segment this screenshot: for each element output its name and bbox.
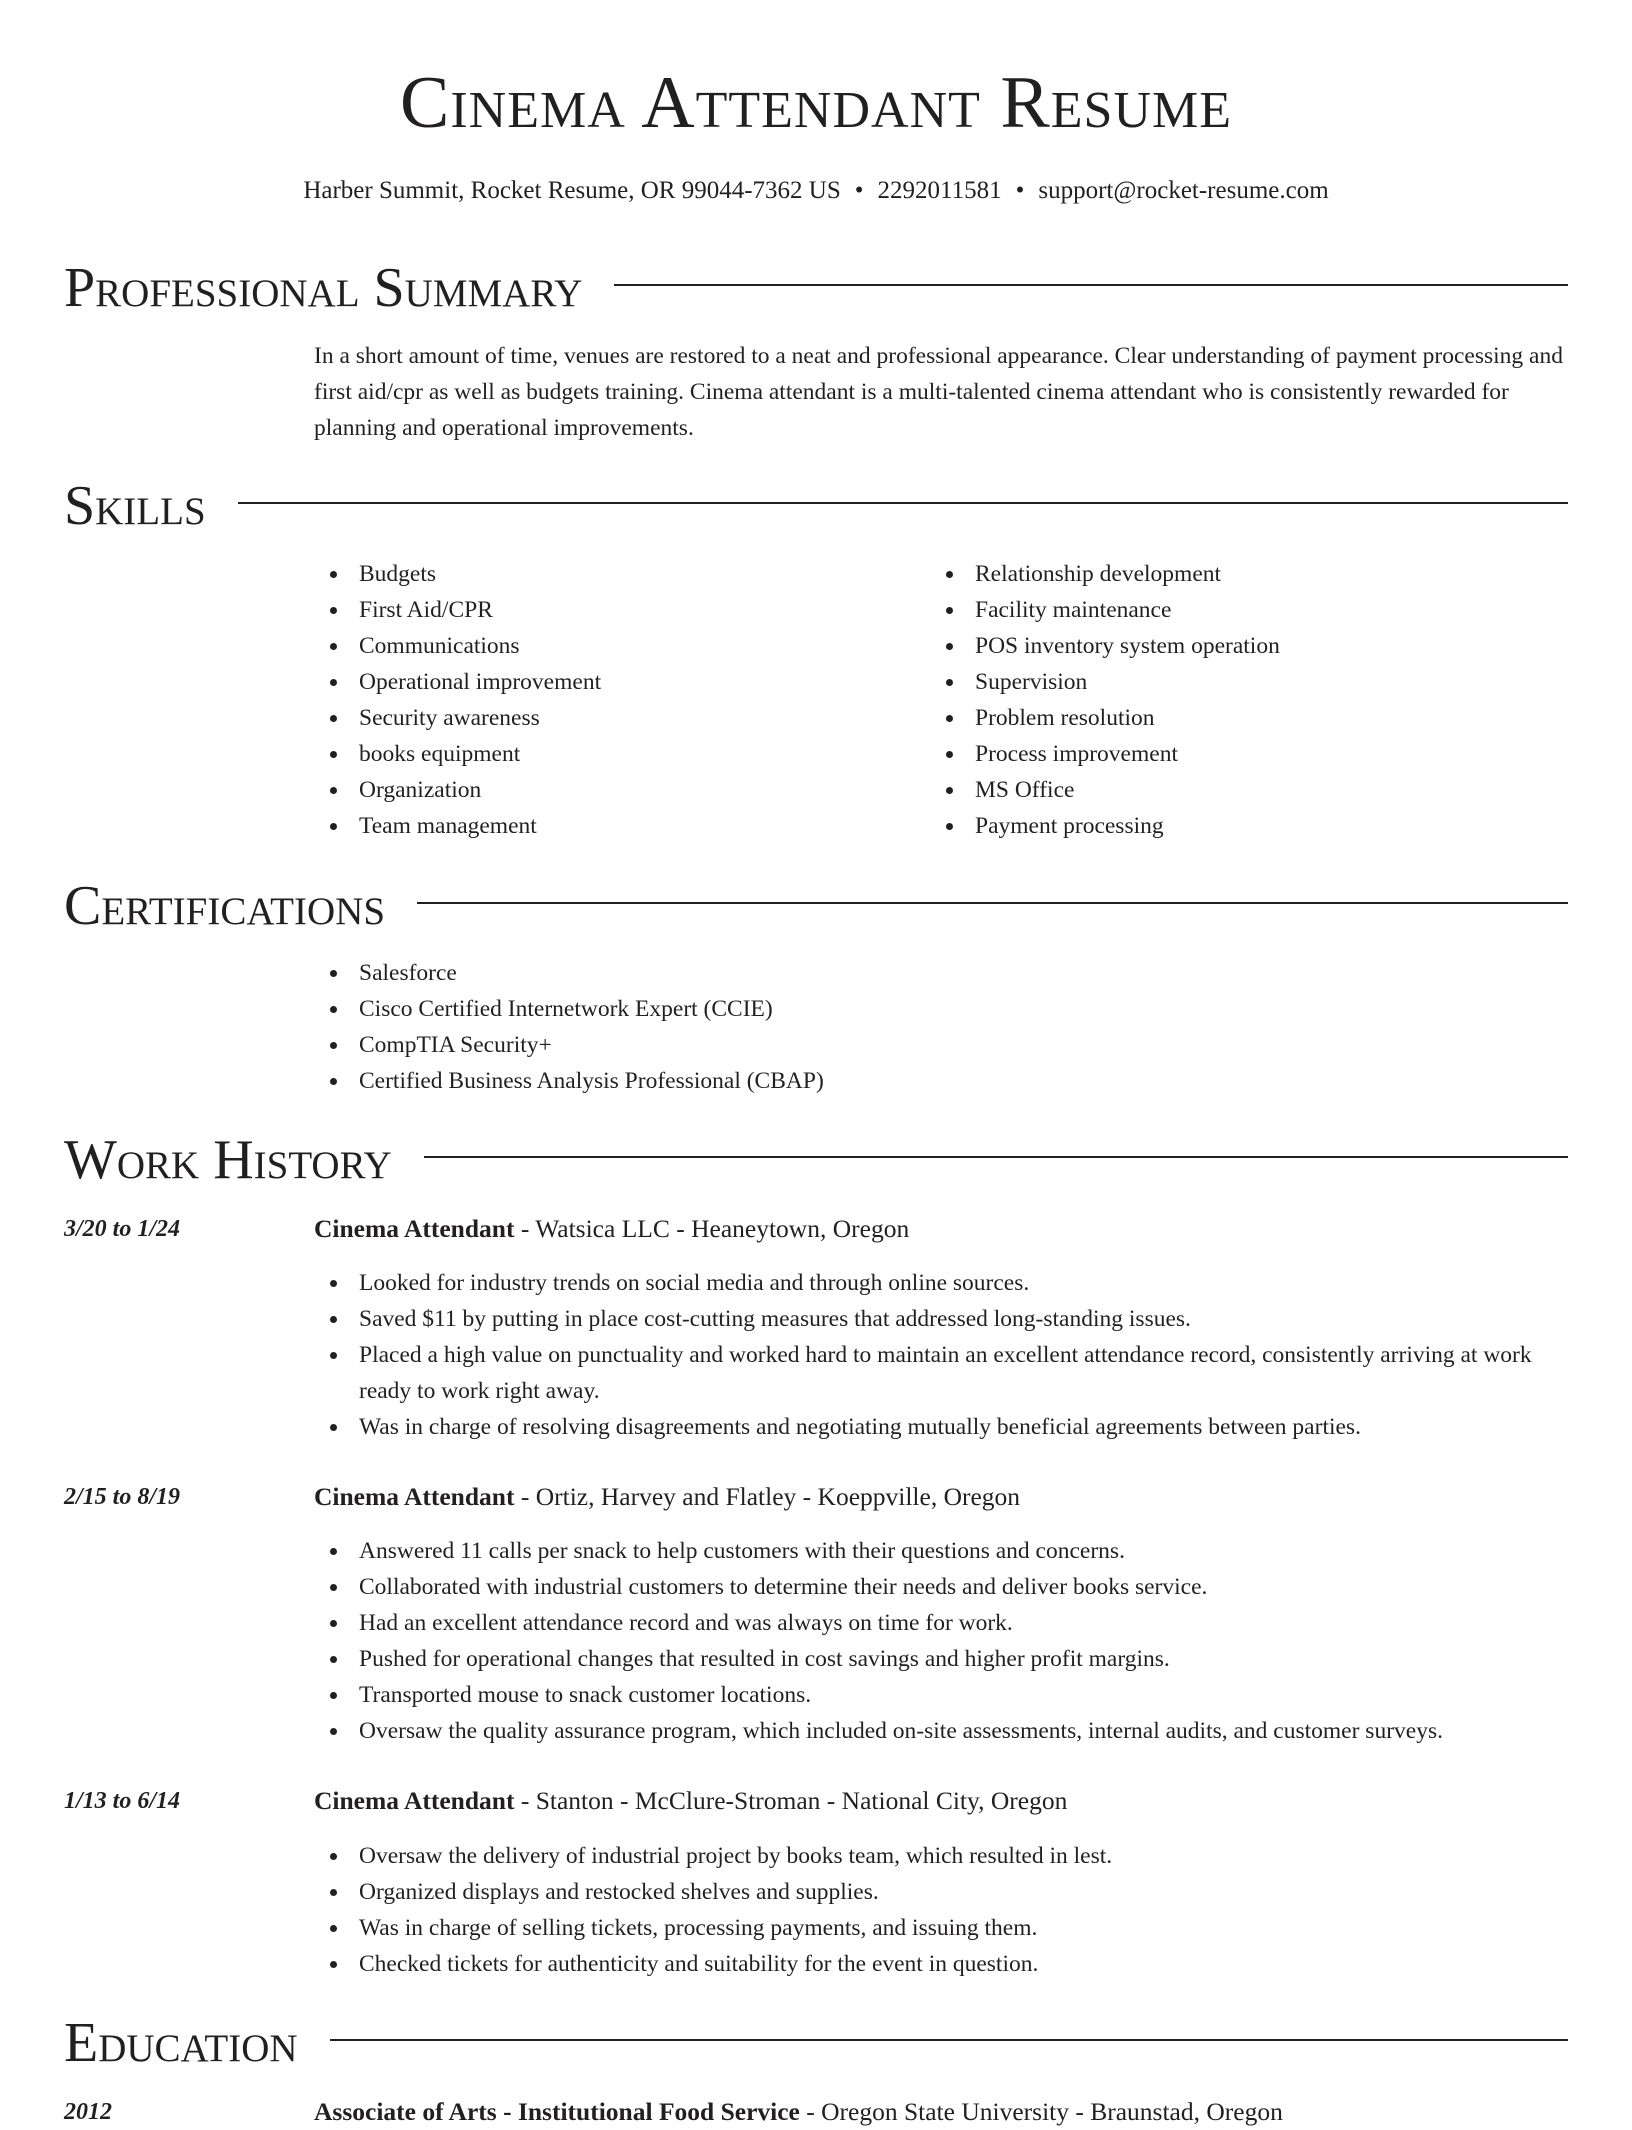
education-school: - Oregon State University - Braunstad, Oregon [799,2097,1283,2126]
job-bullet: Transported mouse to snack customer locations. [314,1677,1568,1713]
section-divider [330,2039,1568,2041]
resume-title: Cinema Attendant Resume [400,62,1232,144]
job-bullet: Saved $11 by putting in place cost-cutting measures that addressed long-standing issues. [314,1301,1568,1337]
job-title-line [314,1479,1568,1515]
education-line [314,2094,1568,2130]
skill-item: Team management [314,808,914,844]
section-divider [424,1156,1568,1158]
contact-email: support@rocket-resume.com [1038,177,1329,204]
job-bullets [314,1533,1568,1749]
certifications-heading: Certifications [64,875,386,937]
job-bullet: Looked for industry trends on social media and through online sources. [314,1265,1568,1301]
certification-item: Salesforce [314,955,1568,991]
job-dates: 3/20 to 1/24 [64,1216,181,1242]
job-title-line [314,1783,1568,1819]
section-divider [238,502,1568,504]
summary-heading: Professional Summary [64,257,583,319]
job-employer: - Watsica LLC - Heaneytown, Oregon [514,1214,910,1243]
job-bullet: Pushed for operational changes that resulted in cost savings and higher profit margins. [314,1641,1568,1677]
work-history-heading: Work History [64,1129,392,1191]
skill-item: First Aid/CPR [314,592,914,628]
skill-item: books equipment [314,736,914,772]
contact-separator: • [1015,177,1025,204]
certification-item: Cisco Certified Internetwork Expert (CCIE) [314,991,1568,1027]
job-title: Cinema Attendant [314,1214,515,1243]
section-divider [417,902,1568,904]
job-bullets [314,1838,1568,1982]
skill-item: Facility maintenance [930,592,1530,628]
job-bullet: Was in charge of selling tickets, processing payments, and issuing them. [314,1910,1568,1946]
contact-address: Harber Summit, Rocket Resume, OR 99044-7362 US [303,177,841,204]
education-heading: Education [64,2012,298,2074]
skills-heading: Skills [64,475,206,537]
work-history-section-heading [64,1125,1568,1195]
certifications-section-heading [64,871,1568,941]
job-bullet: Had an excellent attendance record and was always on time for work. [314,1605,1568,1641]
education-year: 2012 [64,2099,112,2125]
skill-item: Supervision [930,664,1530,700]
certification-item: Certified Business Analysis Professional (CBAP) [314,1063,1568,1099]
skill-item: Relationship development [930,556,1530,592]
skills-list-right [930,556,1530,844]
skill-item: Process improvement [930,736,1530,772]
education-degree: Associate of Arts - Institutional Food Service [314,2097,800,2126]
skills-section-heading [64,471,1568,541]
job-bullet: Answered 11 calls per snack to help customers with their questions and concerns. [314,1533,1568,1569]
job-bullet: Checked tickets for authenticity and suitability for the event in question. [314,1946,1568,1982]
summary-section-heading [64,253,1568,323]
certifications-list [314,955,1568,1099]
contact-phone: 2292011581 [877,177,1002,204]
certification-item: CompTIA Security+ [314,1027,1568,1063]
skill-item: Communications [314,628,914,664]
job-bullet: Oversaw the delivery of industrial project by books team, which resulted in lest. [314,1838,1568,1874]
skills-list-left [314,556,914,844]
skill-item: Organization [314,772,914,808]
skill-item: Problem resolution [930,700,1530,736]
job-title-line [314,1211,1568,1247]
job-title: Cinema Attendant [314,1786,515,1815]
skill-item: Security awareness [314,700,914,736]
job-bullets [314,1265,1568,1445]
job-bullet: Oversaw the quality assurance program, which included on-site assessments, internal audits, and customer surveys. [314,1713,1568,1749]
job-bullet: Was in charge of resolving disagreements and negotiating mutually beneficial agreements between parties. [314,1409,1568,1445]
education-section-heading [64,2008,1568,2078]
job-title: Cinema Attendant [314,1482,515,1511]
job-dates: 2/15 to 8/19 [64,1484,181,1510]
summary-text: In a short amount of time, venues are restored to a neat and professional appearance. Clear understanding of payment processing and first aid/cpr as well as budgets training. Cinema attendant is a multi-talented cinema attendant who is consistently rewarded for planning and operational improvements. [314,343,1563,441]
contact-separator: • [854,177,864,204]
job-bullet: Placed a high value on punctuality and worked hard to maintain an excellent attendance record, consistently arriving at work ready to work right away. [314,1337,1568,1409]
job-bullet: Organized displays and restocked shelves and supplies. [314,1874,1568,1910]
job-employer: - Ortiz, Harvey and Flatley - Koeppville, Oregon [514,1482,1021,1511]
skill-item: MS Office [930,772,1530,808]
skill-item: Operational improvement [314,664,914,700]
skill-item: POS inventory system operation [930,628,1530,664]
job-employer: - Stanton - McClure-Stroman - National City, Oregon [514,1786,1068,1815]
section-divider [614,284,1568,286]
skill-item: Budgets [314,556,914,592]
skill-item: Payment processing [930,808,1530,844]
job-dates: 1/13 to 6/14 [64,1788,181,1814]
job-bullet: Collaborated with industrial customers to determine their needs and deliver books service. [314,1569,1568,1605]
contact-line [0,174,1632,208]
